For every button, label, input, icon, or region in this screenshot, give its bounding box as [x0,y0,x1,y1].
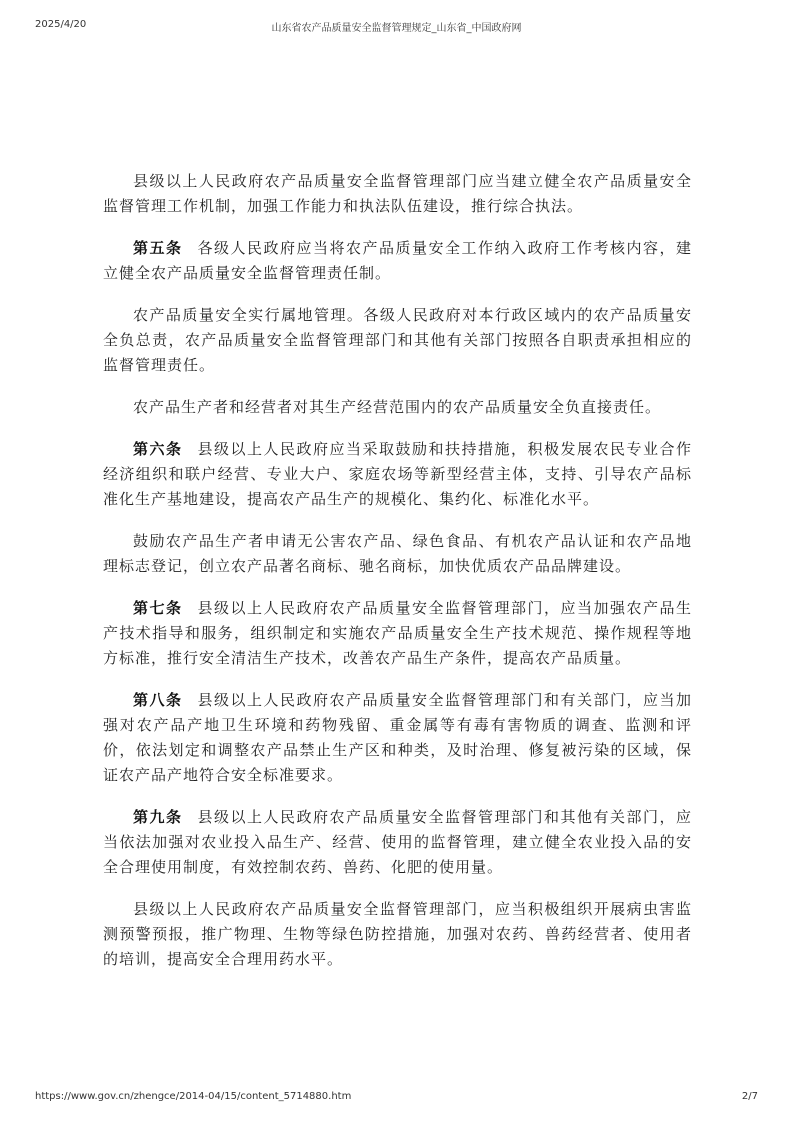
paragraph [103,529,692,579]
paragraph-text: 鼓励农产品生产者申请无公害农产品、绿色食品、有机农产品认证和农产品地理标志登记，创立农产品著名商标、驰名商标，加快优质农产品品牌建设。 [103,532,692,575]
paragraph [103,236,692,286]
paragraph [103,897,692,972]
page-number: 2/7 [741,1091,758,1102]
paragraph-text: 县级以上人民政府农产品质量安全监督管理部门和有关部门，应当加强对农产品产地卫生环境和药物残留、重金属等有毒有害物质的调查、监测和评价，依法划定和调整农产品禁止生产区和种类，及时治理、修复被污染的区域，保证农产品产地符合安全标准要求。 [103,691,692,784]
paragraph [103,303,692,378]
paragraph-text: 农产品质量安全实行属地管理。各级人民政府对本行政区域内的农产品质量安全负总责，农产品质量安全监督管理部门和其他有关部门按照各自职责承担相应的监督管理责任。 [103,306,692,374]
paragraph-text: 县级以上人民政府农产品质量安全监督管理部门应当建立健全农产品质量安全监督管理工作机制，加强工作能力和执法队伍建设，推行综合执法。 [103,172,692,215]
article-number: 第七条 [133,599,183,617]
paragraph-text: 各级人民政府应当将农产品质量安全工作纳入政府工作考核内容，建立健全农产品质量安全监督管理责任制。 [103,239,692,282]
paragraph [103,437,692,512]
paragraph [103,596,692,671]
print-date: 2025/4/20 [35,19,87,30]
article-number: 第九条 [133,808,183,826]
document-body [103,169,692,989]
article-number: 第八条 [133,691,183,709]
paragraph [103,688,692,788]
paragraph [103,805,692,880]
page-title: 山东省农产品质量安全监督管理规定_山东省_中国政府网 [271,23,522,34]
paragraph [103,169,692,219]
paragraph-text: 县级以上人民政府农产品质量安全监督管理部门和其他有关部门，应当依法加强对农业投入品生产、经营、使用的监督管理，建立健全农业投入品的安全合理使用制度，有效控制农药、兽药、化肥的使用量。 [103,808,692,876]
article-number: 第五条 [133,239,183,257]
paragraph-text: 县级以上人民政府农产品质量安全监督管理部门，应当加强农产品生产技术指导和服务，组织制定和实施农产品质量安全生产技术规范、操作规程等地方标准，推行安全清洁生产技术，改善农产品生产条件，提高农产品质量。 [103,599,692,667]
article-number: 第六条 [133,440,183,458]
paragraph-text: 县级以上人民政府应当采取鼓励和扶持措施，积极发展农民专业合作经济组织和联户经营、专业大户、家庭农场等新型经营主体，支持、引导农产品标准化生产基地建设，提高农产品生产的规模化、集约化、标准化水平。 [103,440,692,508]
paragraph [103,395,692,420]
paragraph-text: 农产品生产者和经营者对其生产经营范围内的农产品质量安全负直接责任。 [133,398,662,416]
paragraph-text: 县级以上人民政府农产品质量安全监督管理部门，应当积极组织开展病虫害监测预警预报，推广物理、生物等绿色防控措施，加强对农药、兽药经营者、使用者的培训，提高安全合理用药水平。 [103,900,692,968]
page-url[interactable]: https://www.gov.cn/zhengce/2014-04/15/content_5714880.htm [35,1091,352,1102]
